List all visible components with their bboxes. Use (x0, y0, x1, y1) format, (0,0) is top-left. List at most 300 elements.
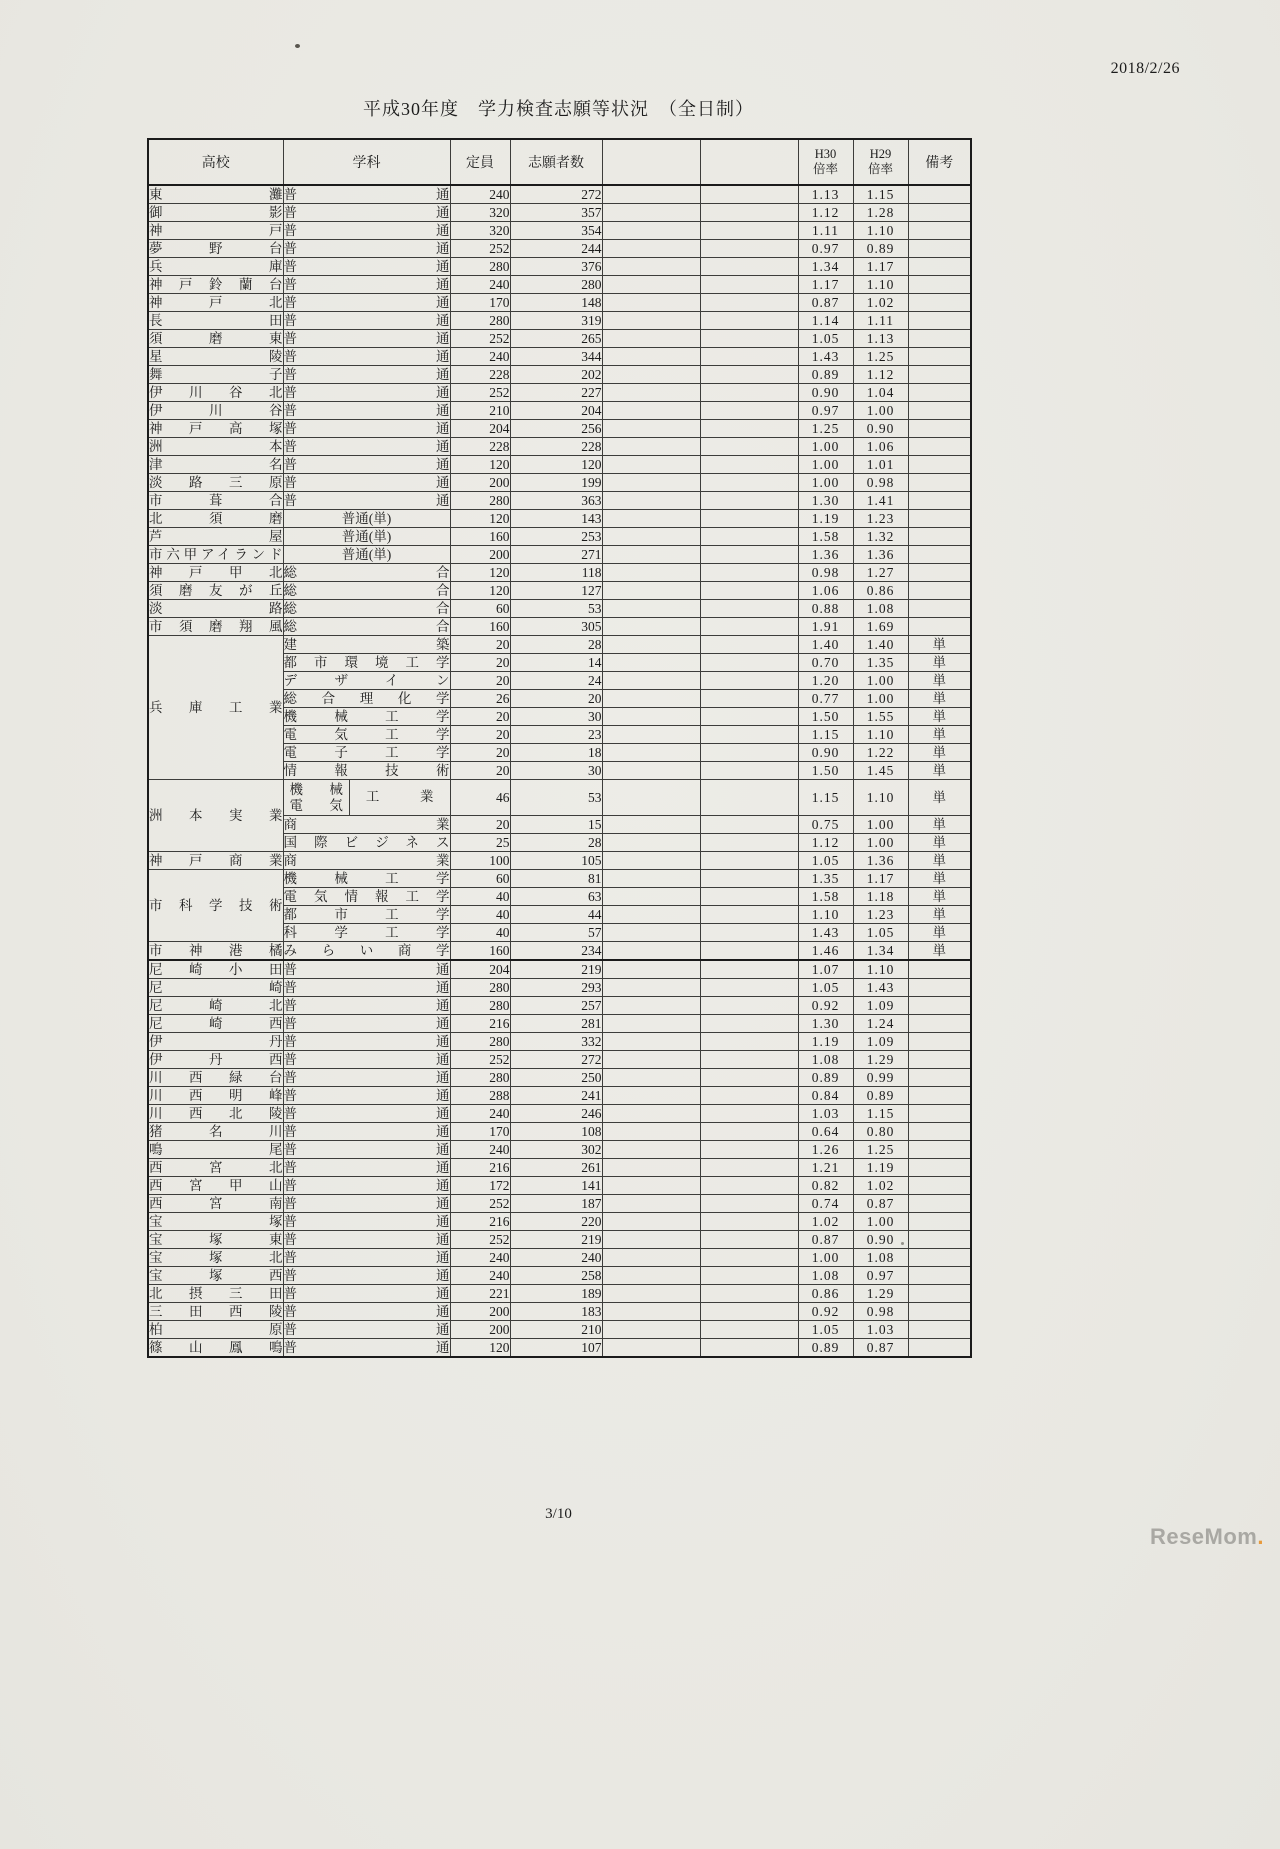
department-name: 普通 (283, 1016, 450, 1031)
department-name: 総合 (283, 583, 450, 598)
blank-cell (602, 348, 700, 366)
document-date: 2018/2/26 (1110, 60, 1180, 77)
applicants-value: 357 (510, 204, 602, 222)
school-name: 津名 (149, 457, 283, 472)
blank-cell (602, 636, 700, 654)
h29-rate-value: 1.32 (853, 528, 908, 546)
department-name: 普通 (283, 421, 450, 436)
capacity-value: 210 (450, 402, 510, 420)
blank-cell (602, 654, 700, 672)
applicants-value: 30 (510, 762, 602, 780)
h29-rate-value: 1.22 (853, 744, 908, 762)
table-row (148, 276, 971, 294)
applicants-value: 24 (510, 672, 602, 690)
capacity-value: 120 (450, 564, 510, 582)
capacity-value: 20 (450, 654, 510, 672)
h30-rate-value: 1.36 (798, 546, 853, 564)
blank-cell (700, 1321, 798, 1339)
remark-value (908, 546, 971, 564)
department-name: 普通 (283, 403, 450, 418)
department-name: 普通(単) (283, 528, 450, 546)
h29-rate-value: 1.24 (853, 1015, 908, 1033)
blank-cell (602, 185, 700, 204)
department-name: 電気情報工学 (283, 889, 450, 904)
capacity-value: 320 (450, 222, 510, 240)
applicants-value: 30 (510, 708, 602, 726)
blank-cell (602, 1285, 700, 1303)
blank-cell (602, 204, 700, 222)
blank-cell (602, 582, 700, 600)
blank-cell (602, 942, 700, 961)
department-name: 普通 (283, 331, 450, 346)
applicants-value: 118 (510, 564, 602, 582)
remark-value (908, 204, 971, 222)
h30-rate-value: 1.25 (798, 420, 853, 438)
blank-cell (602, 1231, 700, 1249)
remark-value: 単 (908, 780, 971, 816)
department-name: 普通 (283, 1160, 450, 1175)
h30-rate-value: 1.26 (798, 1141, 853, 1159)
school-name: 西宮南 (149, 1196, 283, 1211)
school-name: 川西緑台 (149, 1070, 283, 1085)
remark-value (908, 185, 971, 204)
h29-rate-value: 1.23 (853, 510, 908, 528)
table-row (148, 1321, 971, 1339)
applicants-value: 241 (510, 1087, 602, 1105)
department-name: 普通 (283, 1142, 450, 1157)
blank-cell (700, 528, 798, 546)
blank-cell (602, 222, 700, 240)
applicants-value: 265 (510, 330, 602, 348)
remark-value (908, 312, 971, 330)
department-name: 都市工学 (283, 907, 450, 922)
applicants-value: 220 (510, 1213, 602, 1231)
h30-rate-value: 1.91 (798, 618, 853, 636)
remark-value: 単 (908, 870, 971, 888)
blank-cell (700, 564, 798, 582)
table-row (148, 1285, 971, 1303)
applicants-value: 234 (510, 942, 602, 961)
department-name: 普通 (283, 1088, 450, 1103)
h29-rate-value: 1.11 (853, 312, 908, 330)
school-name: 宝塚東 (149, 1232, 283, 1247)
school-name: 淡路三原 (149, 475, 283, 490)
blank-cell (700, 816, 798, 834)
h29-rate-value: 0.98 (853, 474, 908, 492)
header-school: 高校 (148, 139, 283, 185)
capacity-value: 120 (450, 1339, 510, 1358)
h30-rate-value: 1.06 (798, 582, 853, 600)
h30-rate-value: 1.50 (798, 762, 853, 780)
department-name: 普通 (283, 493, 450, 508)
capacity-value: 26 (450, 690, 510, 708)
h30-rate-value: 1.00 (798, 474, 853, 492)
applicants-value: 127 (510, 582, 602, 600)
h29-rate-value: 1.23 (853, 906, 908, 924)
blank-cell (602, 438, 700, 456)
h29-rate-value: 0.89 (853, 240, 908, 258)
school-name: 尼崎西 (149, 1016, 283, 1031)
blank-cell (602, 618, 700, 636)
blank-cell (602, 1213, 700, 1231)
h30-rate-value: 0.84 (798, 1087, 853, 1105)
header-department: 学科 (283, 139, 450, 185)
capacity-value: 280 (450, 492, 510, 510)
h29-rate-value: 0.98 (853, 1303, 908, 1321)
table-row (148, 1231, 971, 1249)
h29-rate-value: 1.00 (853, 402, 908, 420)
blank-cell (700, 582, 798, 600)
blank-cell (700, 834, 798, 852)
applicants-value: 81 (510, 870, 602, 888)
h30-rate-value: 1.30 (798, 1015, 853, 1033)
blank-cell (700, 1123, 798, 1141)
header-h30-line2: 倍率 (812, 162, 838, 176)
table-row (148, 852, 971, 870)
blank-cell (700, 438, 798, 456)
blank-cell (700, 222, 798, 240)
h30-rate-value: 0.77 (798, 690, 853, 708)
capacity-value: 40 (450, 924, 510, 942)
h30-rate-value: 1.08 (798, 1051, 853, 1069)
header-h29-rate (853, 139, 908, 185)
blank-cell (602, 492, 700, 510)
table-header-row (148, 139, 971, 185)
h29-rate-value: 1.00 (853, 834, 908, 852)
applicants-value: 281 (510, 1015, 602, 1033)
h30-rate-value: 1.12 (798, 834, 853, 852)
table-row (148, 1159, 971, 1177)
h30-rate-value: 0.74 (798, 1195, 853, 1213)
department-name: 機械工学 (283, 709, 450, 724)
h29-rate-value: 1.05 (853, 924, 908, 942)
table-row (148, 1141, 971, 1159)
h29-rate-value: 0.80 (853, 1123, 908, 1141)
h29-rate-value: 0.90 (853, 420, 908, 438)
applicants-value: 319 (510, 312, 602, 330)
capacity-value: 46 (450, 780, 510, 816)
remark-value (908, 240, 971, 258)
department-name: 情報技術 (283, 763, 450, 778)
blank-cell (602, 888, 700, 906)
remark-value (908, 402, 971, 420)
applicants-value: 63 (510, 888, 602, 906)
school-name: 須磨友が丘 (149, 583, 283, 598)
remark-value (908, 1069, 971, 1087)
remark-value (908, 618, 971, 636)
blank-cell (700, 888, 798, 906)
capacity-value: 25 (450, 834, 510, 852)
h29-rate-value: 0.99 (853, 1069, 908, 1087)
scan-speck (295, 44, 300, 48)
remark-value: 単 (908, 654, 971, 672)
school-name: 三田西陵 (149, 1304, 283, 1319)
capacity-value: 240 (450, 1267, 510, 1285)
capacity-value: 280 (450, 997, 510, 1015)
remark-value (908, 1195, 971, 1213)
h30-rate-value: 1.46 (798, 942, 853, 961)
remark-value: 単 (908, 708, 971, 726)
blank-cell (602, 780, 700, 816)
header-h29-line1: H29 (869, 147, 892, 161)
resemom-watermark (1150, 1524, 1264, 1550)
capacity-value: 160 (450, 528, 510, 546)
school-name: 兵庫 (149, 259, 283, 274)
department-name: 普通 (283, 277, 450, 292)
blank-cell (700, 348, 798, 366)
table-row (148, 348, 971, 366)
department-name: 普通 (283, 349, 450, 364)
blank-cell (700, 510, 798, 528)
h29-rate-value: 1.28 (853, 204, 908, 222)
h30-rate-value: 0.98 (798, 564, 853, 582)
school-name: 柏原 (149, 1322, 283, 1337)
h29-rate-value: 1.69 (853, 618, 908, 636)
department-name: 都市環境工学 (283, 655, 450, 670)
h30-rate-value: 0.97 (798, 240, 853, 258)
h30-rate-value: 1.15 (798, 726, 853, 744)
department-name: 総合 (283, 619, 450, 634)
remark-value: 単 (908, 834, 971, 852)
blank-cell (700, 708, 798, 726)
capacity-value: 40 (450, 906, 510, 924)
blank-cell (700, 744, 798, 762)
capacity-value: 120 (450, 582, 510, 600)
page-number: 3/10 (545, 1506, 572, 1522)
blank-cell (602, 330, 700, 348)
h30-rate-value: 0.64 (798, 1123, 853, 1141)
school-name: 神戸甲北 (149, 565, 283, 580)
h30-rate-value: 0.90 (798, 744, 853, 762)
table-row (148, 294, 971, 312)
h29-rate-value: 1.15 (853, 1105, 908, 1123)
remark-value: 単 (908, 726, 971, 744)
blank-cell (602, 402, 700, 420)
blank-cell (602, 258, 700, 276)
h30-rate-value: 1.34 (798, 258, 853, 276)
table-row (148, 366, 971, 384)
capacity-value: 320 (450, 204, 510, 222)
blank-cell (700, 330, 798, 348)
table-row (148, 1123, 971, 1141)
blank-cell (700, 997, 798, 1015)
department-name: 普通 (283, 1052, 450, 1067)
table-row (148, 1015, 971, 1033)
capacity-value: 252 (450, 1051, 510, 1069)
department-name: 普通 (283, 367, 450, 382)
blank-cell (602, 1249, 700, 1267)
blank-cell (700, 906, 798, 924)
applicants-value: 57 (510, 924, 602, 942)
school-name: 星陵 (149, 349, 283, 364)
table-row (148, 204, 971, 222)
school-name: 尼崎北 (149, 998, 283, 1013)
capacity-value: 252 (450, 240, 510, 258)
h29-rate-value: 1.00 (853, 816, 908, 834)
applicants-value: 120 (510, 456, 602, 474)
table-row (148, 384, 971, 402)
table-row (148, 600, 971, 618)
school-name: 川西明峰 (149, 1088, 283, 1103)
blank-cell (602, 366, 700, 384)
capacity-value: 20 (450, 762, 510, 780)
table-row (148, 185, 971, 204)
h30-rate-value: 0.89 (798, 1339, 853, 1358)
table-row (148, 258, 971, 276)
remark-value (908, 330, 971, 348)
applicants-value: 189 (510, 1285, 602, 1303)
h29-rate-value: 1.55 (853, 708, 908, 726)
school-name: 神戸鈴蘭台 (149, 277, 283, 292)
school-name: 長田 (149, 313, 283, 328)
table-row (148, 780, 971, 816)
h30-rate-value: 1.05 (798, 852, 853, 870)
school-name: 北須磨 (149, 511, 283, 526)
blank-cell (700, 924, 798, 942)
department-name: 普通(単) (283, 546, 450, 564)
h30-rate-value: 0.87 (798, 294, 853, 312)
applicants-value: 210 (510, 1321, 602, 1339)
header-blank-2 (700, 139, 798, 185)
blank-cell (700, 1051, 798, 1069)
applicants-value: 202 (510, 366, 602, 384)
applicants-value: 108 (510, 1123, 602, 1141)
h30-rate-value: 1.05 (798, 1321, 853, 1339)
blank-cell (700, 1141, 798, 1159)
h29-rate-value: 1.10 (853, 222, 908, 240)
h29-rate-value: 0.87 (853, 1195, 908, 1213)
department-name: 普通 (283, 385, 450, 400)
blank-cell (602, 456, 700, 474)
blank-cell (602, 528, 700, 546)
header-h30-line1: H30 (814, 147, 837, 161)
blank-cell (602, 924, 700, 942)
applicants-value: 302 (510, 1141, 602, 1159)
h29-rate-value: 0.97 (853, 1267, 908, 1285)
h29-rate-value: 0.90 (853, 1231, 908, 1249)
remark-value (908, 1051, 971, 1069)
h30-rate-value: 0.97 (798, 402, 853, 420)
remark-value (908, 384, 971, 402)
blank-cell (700, 690, 798, 708)
applicants-value: 305 (510, 618, 602, 636)
department-name: みらい商学 (283, 943, 450, 958)
h29-rate-value: 1.10 (853, 276, 908, 294)
applicants-value: 280 (510, 276, 602, 294)
school-name: 神戸 (149, 223, 283, 238)
school-name: 伊丹西 (149, 1052, 283, 1067)
blank-cell (602, 1177, 700, 1195)
applicants-value: 250 (510, 1069, 602, 1087)
capacity-value: 228 (450, 366, 510, 384)
capacity-value: 252 (450, 384, 510, 402)
remark-value (908, 456, 971, 474)
school-name: 川西北陵 (149, 1106, 283, 1121)
department-name: 普通 (283, 1196, 450, 1211)
table-row (148, 240, 971, 258)
applicants-value: 258 (510, 1267, 602, 1285)
h30-rate-value: 1.02 (798, 1213, 853, 1231)
remark-value: 単 (908, 690, 971, 708)
h29-rate-value: 1.36 (853, 852, 908, 870)
table-row (148, 1249, 971, 1267)
blank-cell (602, 294, 700, 312)
remark-value (908, 582, 971, 600)
applicants-value: 332 (510, 1033, 602, 1051)
h30-rate-value: 0.70 (798, 654, 853, 672)
remark-value (908, 528, 971, 546)
h30-rate-value: 1.43 (798, 348, 853, 366)
remark-value (908, 1141, 971, 1159)
blank-cell (602, 384, 700, 402)
table-row (148, 1051, 971, 1069)
department-name-part: 電気 (289, 797, 343, 813)
remark-value (908, 1123, 971, 1141)
table-body (148, 185, 971, 1357)
capacity-value: 60 (450, 600, 510, 618)
h29-rate-value: 1.36 (853, 546, 908, 564)
h29-rate-value: 1.41 (853, 492, 908, 510)
department-name: 普通 (283, 998, 450, 1013)
blank-cell (700, 492, 798, 510)
school-name: 北摂三田 (149, 1286, 283, 1301)
remark-value: 単 (908, 942, 971, 961)
applicants-value: 28 (510, 834, 602, 852)
capacity-value: 221 (450, 1285, 510, 1303)
blank-cell (602, 564, 700, 582)
remark-value (908, 997, 971, 1015)
table-row (148, 438, 971, 456)
applicants-value: 105 (510, 852, 602, 870)
remark-value (908, 1321, 971, 1339)
department-name: 機械工学 (283, 871, 450, 886)
h29-rate-value: 1.04 (853, 384, 908, 402)
remark-value (908, 276, 971, 294)
school-name: 御影 (149, 205, 283, 220)
remark-value: 単 (908, 924, 971, 942)
header-applicants: 志願者数 (510, 139, 602, 185)
header-blank-1 (602, 139, 700, 185)
capacity-value: 40 (450, 888, 510, 906)
school-name: 市神港橘 (149, 943, 283, 958)
h29-rate-value: 1.25 (853, 348, 908, 366)
table-row (148, 546, 971, 564)
applicants-value: 107 (510, 1339, 602, 1358)
department-name: 普通 (283, 980, 450, 995)
table-row (148, 1303, 971, 1321)
applicants-value: 240 (510, 1249, 602, 1267)
h30-rate-value: 1.13 (798, 185, 853, 204)
resemom-watermark-text: ReseMom (1149, 1524, 1258, 1549)
department-name (283, 780, 450, 816)
blank-cell (700, 762, 798, 780)
blank-cell (700, 384, 798, 402)
blank-cell (700, 1177, 798, 1195)
h29-rate-value: 1.09 (853, 1033, 908, 1051)
capacity-value: 204 (450, 960, 510, 979)
school-name: 洲本実業 (148, 780, 283, 852)
blank-cell (602, 474, 700, 492)
blank-cell (700, 1231, 798, 1249)
h29-rate-value: 1.34 (853, 942, 908, 961)
capacity-value: 200 (450, 1303, 510, 1321)
capacity-value: 170 (450, 1123, 510, 1141)
h29-rate-value: 1.03 (853, 1321, 908, 1339)
table-row (148, 312, 971, 330)
h29-rate-value: 1.45 (853, 762, 908, 780)
table-row (148, 942, 971, 961)
blank-cell (700, 1303, 798, 1321)
